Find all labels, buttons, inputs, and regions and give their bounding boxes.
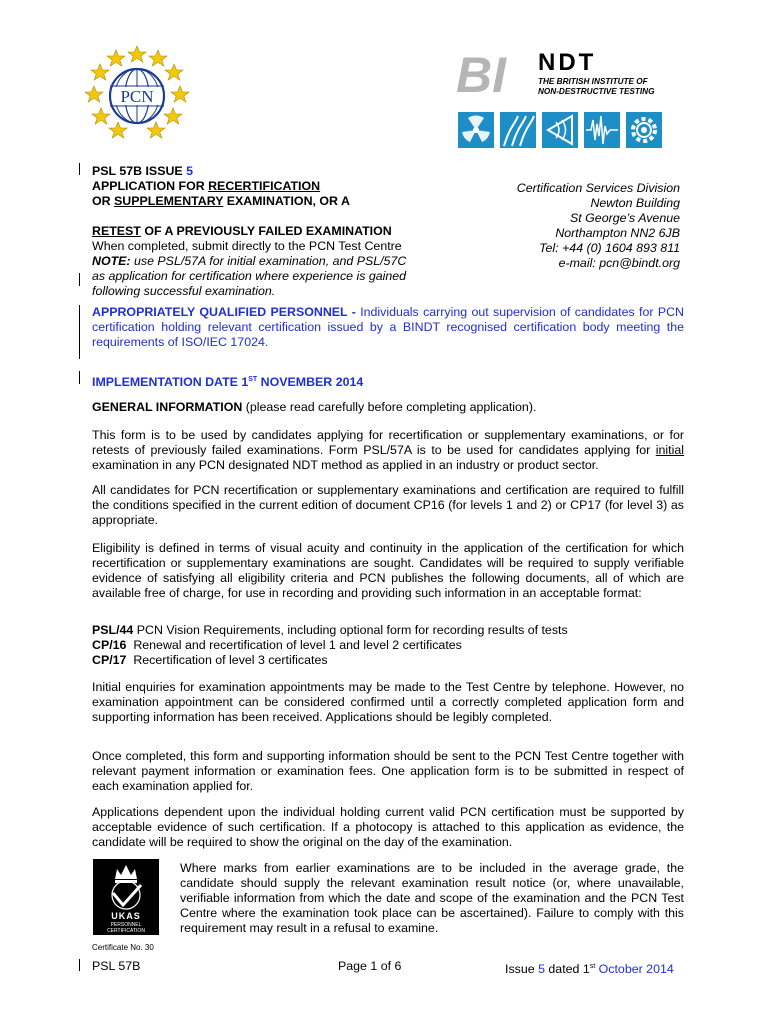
address-block [480, 181, 680, 271]
ukas-sub-text: PERSONNEL [110, 922, 142, 928]
address-line: Northampton NN2 6JB [555, 226, 680, 240]
address-line: St George’s Avenue [570, 211, 680, 225]
form-header [92, 164, 492, 239]
paragraph-conditions: All candidates for PCN recertification or supplementary examinations and certification are required to fulfill the conditions specified in the current edition of document CP16 (for levels 1 and 2) or CP17 (for level 3) as appropriate. [92, 483, 684, 527]
gear-icon [626, 112, 662, 148]
submit-instructions: When completed, submit directly to the PCN Test Centre NOTE: use PSL/57A for initial examination, and PSL/57C as application for certification where experience is gained following successful examination. [92, 239, 407, 298]
paragraph-enquiries: Initial enquiries for examination appointments may be made to the Test Centre by telephone. However, no examination appointment can be considered confirmed until a correctly completed application form and supporting information has been received. Applications should be legibly completed. [92, 680, 684, 724]
ukas-sub-text: CERTIFICATION [107, 928, 145, 934]
document-item: CP/16 Renewal and recertification of level 1 and level 2 certificates [92, 638, 462, 652]
paragraph-evidence: Applications dependent upon the individual holding current valid PCN certification must be supported by acceptable evidence of such certification. If a photocopy is attached to this application as evidence, the candidate will be required to show the original on the day of the examination. [92, 805, 684, 849]
title-line-1: APPLICATION FOR RECERTIFICATION [92, 179, 321, 193]
general-info-heading: GENERAL INFORMATION (please read carefully before completing application). [92, 400, 537, 414]
address-line: Certification Services Division [516, 181, 680, 195]
paragraph-scope: This form is to be used by candidates applying for recertification or supplementary examinations, or for retests of previously failed examinations. Form PSL/57A is to be used for candidates applying for initial examination in any PCN designated NDT method as applied in an industry or product sector. [92, 428, 684, 472]
implementation-date: IMPLEMENTATION DATE 1ST NOVEMBER 2014 [92, 375, 364, 390]
address-line: Newton Building [590, 196, 680, 210]
change-bar [79, 163, 80, 175]
tick-icon [112, 881, 141, 909]
title-line-2: OR SUPPLEMENTARY EXAMINATION, OR A [92, 194, 350, 208]
document-list [92, 623, 684, 668]
qualified-personnel-note: APPROPRIATELY QUALIFIED PERSONNEL - Individuals carrying out supervision of candidates for PCN certification holding relevant certification issued by a BINDT recognised certification body meeting the requirements of ISO/IEC 17024. [92, 305, 684, 349]
change-bar [79, 959, 80, 971]
footer-page-number: Page 1 of 6 [338, 959, 402, 973]
form-code-line: PSL 57B ISSUE 5 [92, 164, 194, 178]
ukas-logo [93, 859, 159, 935]
bindt-line1: THE BRITISH INSTITUTE OF [538, 77, 648, 86]
email-address: e-mail: pcn@bindt.org [558, 256, 680, 270]
signal-wave-icon [584, 112, 620, 148]
magnetic-flux-icon [500, 112, 536, 148]
ultrasonic-icon [542, 112, 578, 148]
footer-form-code: PSL 57B [92, 959, 141, 973]
ukas-text: UKAS [111, 911, 141, 921]
radiation-icon [458, 112, 494, 148]
footer-issue-date: Issue 5 dated 1st October 2014 [505, 962, 674, 977]
bindt-ndt-text: NDT [538, 49, 597, 76]
document-item: CP/17 Recertification of level 3 certificates [92, 653, 328, 667]
change-bar [79, 371, 80, 384]
title-line-3: RETEST OF A PREVIOUSLY FAILED EXAMINATION [92, 224, 392, 238]
paragraph-eligibility: Eligibility is defined in terms of visual acuity and continuity in the application of the certification for which recertification or supplementary examinations are sought. Candidates will be required to supply verifiable evidence of satisfying all eligibility criteria and PCN publishes the following documents, all of which are available free of charge, for use in recording and providing such information in an acceptable format: [92, 541, 684, 600]
certificate-number: Certificate No. 30 [92, 943, 154, 952]
bindt-line2: NON-DESTRUCTIVE TESTING [538, 87, 655, 96]
paragraph-submission: Once completed, this form and supporting information should be sent to the PCN Test Centre together with relevant payment information or examination fees. One application form is to be submitted in respect of each examination applied for. [92, 749, 684, 793]
document-item: PSL/44 PCN Vision Requirements, including optional form for recording results of tests [92, 623, 568, 637]
bindt-logo [454, 46, 694, 156]
crown-icon [115, 865, 137, 883]
change-bar [79, 305, 80, 359]
pcn-logo-text: PCN [120, 87, 154, 106]
change-bar [79, 273, 80, 286]
paragraph-marks: Where marks from earlier examinations are to be included in the average grade, the candidate should supply the relevant examination result notice (or, where unavailable, verifiable information from which the date and scope of the examination and the PCN Test Centre where the examination took place can be ascertained). Failure to comply with this requirement may result in a refusal to examine. [180, 861, 684, 935]
phone-number: Tel: +44 (0) 1604 893 811 [539, 241, 680, 255]
pcn-logo [78, 44, 196, 144]
bindt-bi-text: BI [456, 47, 506, 103]
